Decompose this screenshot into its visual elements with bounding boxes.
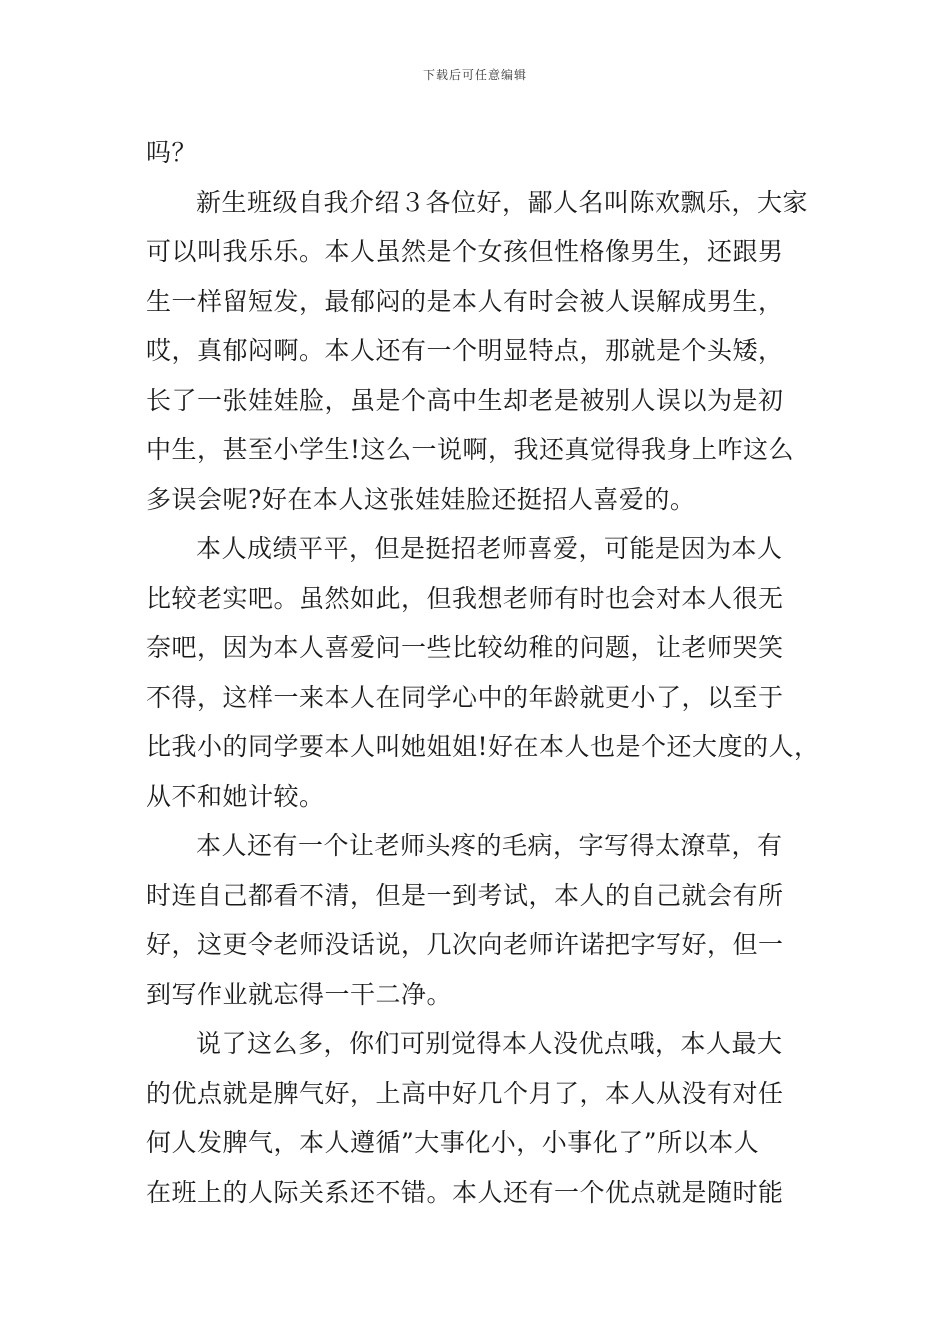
text-line: 中生，甚至小学生!这么一说啊，我还真觉得我身上咋这么 <box>146 435 795 464</box>
text-line: 多误会呢?好在本人这张娃娃脸还挺招人喜爱的。 <box>146 484 696 514</box>
paragraph-start-line: 说了这么多，你们可别觉得本人没优点哦，本人最大 <box>196 1029 783 1058</box>
text-line: 哎，真郁闷啊。本人还有一个明显特点，那就是个头矮， <box>146 336 784 365</box>
document-body <box>146 128 820 1217</box>
text-line: 吗？ <box>146 138 198 167</box>
paragraph-start-line: 本人还有一个让老师头疼的毛病，字写得太潦草，有 <box>196 831 783 860</box>
text-line: 时连自己都看不清，但是一到考试，本人的自己就会有所 <box>146 880 784 910</box>
text-line: 何人发脾气，本人遵循”大事化小，小事化了”所以本人 <box>146 1128 760 1157</box>
text-line: 从不和她计较。 <box>146 781 325 811</box>
paragraph-start-line: 新生班级自我介绍３各位好，鄙人名叫陈欢飘乐，大家 <box>196 187 809 217</box>
text-line: 可以叫我乐乐。本人虽然是个女孩但性格像男生，还跟男 <box>146 237 784 266</box>
text-line: 好，这更令老师没话说，几次向老师许诺把字写好，但一 <box>146 930 784 959</box>
text-line: 到写作业就忘得一干二净。 <box>146 979 453 1009</box>
text-line: 奈吧，因为本人喜爱问一些比较幼稚的问题，让老师哭笑 <box>146 633 784 662</box>
paragraph-start-line: 本人成绩平平，但是挺招老师喜爱，可能是因为本人 <box>196 534 783 563</box>
text-line: 不得，这样一来本人在同学心中的年龄就更小了，以至于 <box>146 682 784 712</box>
text-line: 长了一张娃娃脸，虽是个高中生却老是被别人误以为是初 <box>146 385 784 415</box>
text-line: 比我小的同学要本人叫她姐姐!好在本人也是个还大度的人， <box>146 732 820 761</box>
text-line: 生一样留短发，最郁闷的是本人有时会被人误解成男生， <box>146 286 784 316</box>
page-header: 下载后可任意编辑 <box>422 68 527 82</box>
text-line: 的优点就是脾气好，上高中好几个月了，本人从没有对任 <box>146 1078 784 1108</box>
text-line: 比较老实吧。虽然如此，但我想老师有时也会对本人很无 <box>146 583 784 613</box>
text-line: 在班上的人际关系还不错。本人还有一个优点就是随时能 <box>146 1177 784 1207</box>
